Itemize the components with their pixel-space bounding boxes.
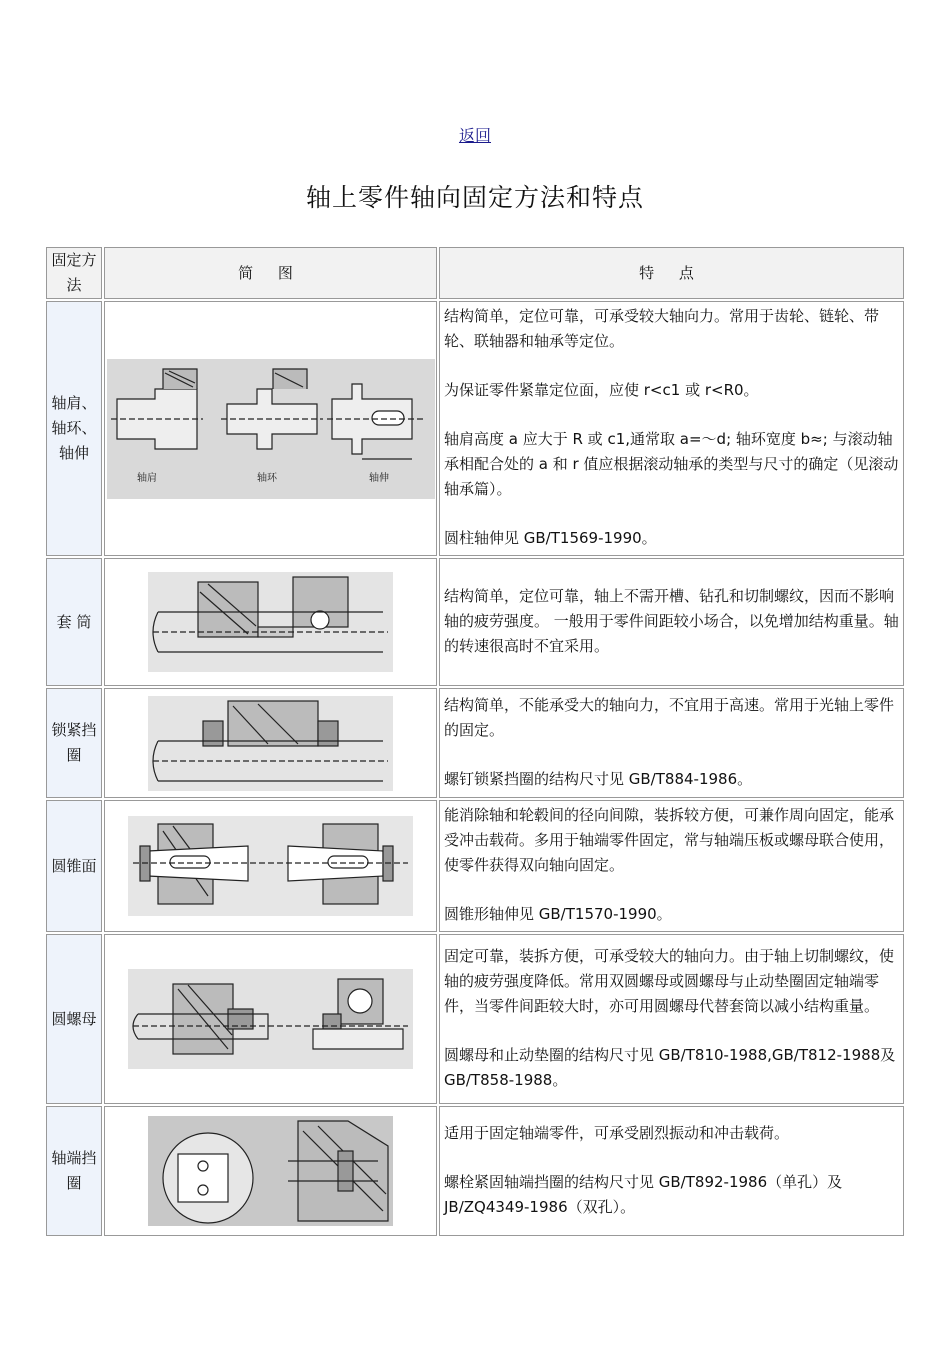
feature-text: 为保证零件紧靠定位面，应使 r<c1 或 r<R0。 bbox=[444, 381, 759, 399]
method-cell: 轴端挡圈 bbox=[46, 1106, 102, 1236]
back-link[interactable]: 返回 bbox=[458, 126, 491, 145]
features-cell bbox=[439, 558, 904, 686]
table-row bbox=[46, 800, 904, 932]
figure-cell bbox=[104, 301, 437, 556]
feature-text: 固定可靠，装拆方便，可承受较大的轴向力。由于轴上切制螺纹，使轴的疲劳强度降低。常用双圆螺母或圆螺母与止动垫圈固定轴端零件，当零件间距较大时，亦可用圆螺母代替套筒以减小结构重量。 bbox=[444, 946, 895, 1015]
method-cell: 轴肩、轴环、轴伸 bbox=[46, 301, 102, 556]
taper-diagram bbox=[128, 816, 413, 916]
header-figure: 简 图 bbox=[104, 247, 437, 299]
fig-label-collar: 轴环 bbox=[256, 472, 277, 484]
figure-cell bbox=[104, 800, 437, 932]
table-row bbox=[46, 688, 904, 798]
method-cell: 圆螺母 bbox=[46, 934, 102, 1104]
method-cell: 锁紧挡圈 bbox=[46, 688, 102, 798]
table-row bbox=[46, 558, 904, 686]
fig-label-extension: 轴伸 bbox=[368, 472, 389, 484]
figure-cell bbox=[104, 1106, 437, 1236]
sleeve-diagram bbox=[148, 572, 393, 672]
feature-text: 螺栓紧固轴端挡圈的结构尺寸见 GB/T892-1986（单孔）及 JB/ZQ4349-1986（双孔）。 bbox=[444, 1172, 843, 1216]
feature-text: 能消除轴和轮毂间的径向间隙，装拆较方便，可兼作周向固定，能承受冲击载荷。多用于轴端零件固定，常与轴端压板或螺母联合使用，使零件获得双向轴向固定。 bbox=[444, 806, 895, 874]
feature-text: 螺钉锁紧挡圈的结构尺寸见 GB/T884-1986。 bbox=[444, 769, 753, 788]
method-cell: 圆锥面 bbox=[46, 800, 102, 932]
features-cell bbox=[439, 934, 904, 1104]
feature-text: 圆螺母和止动垫圈的结构尺寸见 GB/T810-1988,GB/T812-1988及 GB/T858-1988。 bbox=[444, 1045, 896, 1089]
feature-text: 结构简单，定位可靠，可承受较大轴向力。常用于齿轮、链轮、带轮、联轴器和轴承等定位。 bbox=[444, 307, 880, 350]
features-cell bbox=[439, 800, 904, 932]
fig-label-shoulder: 轴肩 bbox=[136, 472, 157, 484]
figure-cell bbox=[104, 934, 437, 1104]
feature-text: 轴肩高度 a 应大于 R 或 c1,通常取 a=～d; 轴环宽度 b≈; 与滚动轴承相配合处的 a 和 r 值应根据滚动轴承的类型与尺寸的确定（见滚动轴承篇）。 bbox=[444, 430, 899, 498]
feature-text: 圆柱轴伸见 GB/T1569-1990。 bbox=[444, 529, 657, 547]
feature-text: 适用于固定轴端零件，可承受剧烈振动和冲击载荷。 bbox=[444, 1123, 790, 1142]
figure-cell bbox=[104, 558, 437, 686]
header-features: 特 点 bbox=[439, 247, 904, 299]
feature-text: 结构简单，不能承受大的轴向力，不宜用于高速。常用于光轴上零件的固定。 bbox=[444, 695, 895, 739]
features-cell bbox=[439, 301, 904, 556]
features-cell bbox=[439, 1106, 904, 1236]
locking-collar-diagram bbox=[148, 696, 393, 791]
method-cell: 套 筒 bbox=[46, 558, 102, 686]
page-title: 轴上零件轴向固定方法和特点 bbox=[305, 183, 644, 212]
shaft-shoulder-diagram bbox=[107, 359, 435, 499]
round-nut-diagram bbox=[128, 969, 413, 1069]
shaft-end-retainer-diagram bbox=[148, 1116, 393, 1226]
features-cell bbox=[439, 688, 904, 798]
table-header-row bbox=[46, 247, 904, 299]
table-row bbox=[46, 934, 904, 1104]
header-method: 固定方法 bbox=[46, 247, 102, 299]
feature-text: 结构简单，定位可靠，轴上不需开槽、钻孔和切制螺纹，因而不影响轴的疲劳强度。 一般用于零件间距较小场合，以免增加结构重量。轴的转速很高时不宜采用。 bbox=[444, 586, 899, 655]
fixing-methods-table bbox=[44, 245, 906, 1238]
table-row bbox=[46, 1106, 904, 1236]
figure-cell bbox=[104, 688, 437, 798]
table-row bbox=[46, 301, 904, 556]
feature-text: 圆锥形轴伸见 GB/T1570-1990。 bbox=[444, 905, 672, 923]
